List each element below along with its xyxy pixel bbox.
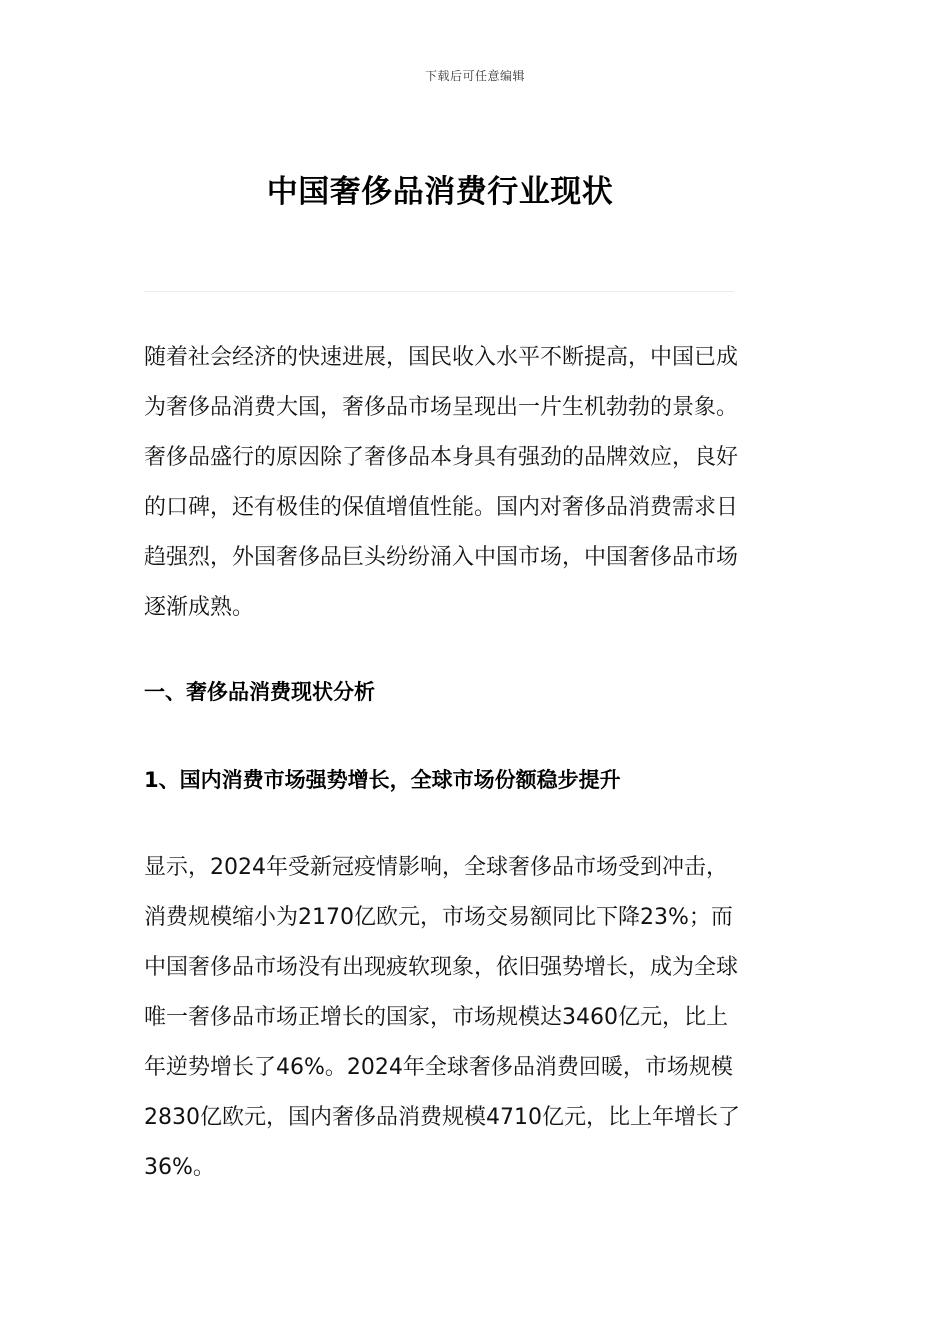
document-title: 中国奢侈品消费行业现状: [266, 174, 614, 210]
section-heading: 一、奢侈品消费现状分析: [144, 680, 375, 704]
subsection-paragraph: 显示，2024年受新冠疫情影响，全球奢侈品市场受到冲击，消费规模缩小为2170亿欧元，市场交易额同比下降23%；而中国奢侈品市场没有出现疲软现象，依旧强势增长，成为全球唯一奢侈品市场正增长的国家，市场规模达3460亿元，比上年逆势增长了46%。2024年全球奢侈品消费回暖，市场规模2830亿欧元，国内奢侈品消费规模4710亿元，比上年增长了36%。: [144, 855, 740, 1180]
document-body: [144, 333, 744, 1193]
subsection-heading: 1、国内消费市场强势增长，全球市场份额稳步提升: [144, 768, 621, 792]
intro-paragraph: 随着社会经济的快速进展，国民收入水平不断提高，中国已成为奢侈品消费大国，奢侈品市场呈现出一片生机勃勃的景象。奢侈品盛行的原因除了奢侈品本身具有强劲的品牌效应，良好的口碑，还有极佳的保值增值性能。国内对奢侈品消费需求日趋强烈，外国奢侈品巨头纷纷涌入中国市场，中国奢侈品市场逐渐成熟。: [144, 345, 739, 620]
title-divider: [144, 291, 734, 292]
header-note: 下载后可任意编辑: [424, 69, 525, 83]
